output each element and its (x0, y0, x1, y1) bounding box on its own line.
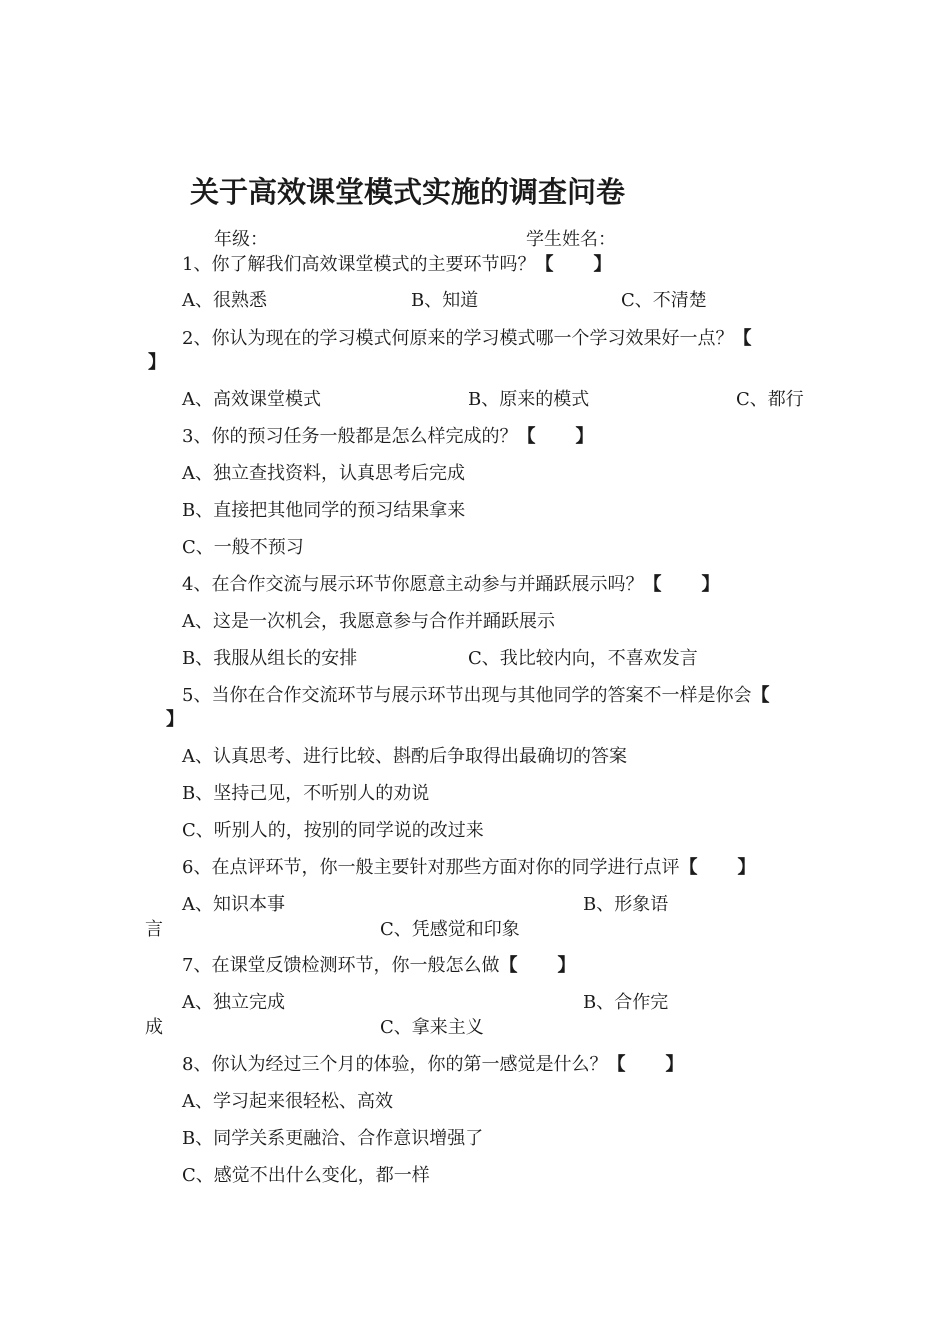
answer-bracket-close: 】 (575, 426, 594, 447)
q2-option-a: A、高效课堂模式 (182, 389, 321, 410)
student-name-label: 学生姓名： (526, 229, 616, 250)
answer-bracket-close: 】 (593, 254, 612, 275)
q7-option-a: A、独立完成 (182, 992, 285, 1013)
question-text: 8、你认为经过三个月的体验，你的第一感觉是什么？ (182, 1054, 608, 1075)
question-1 (182, 253, 611, 277)
grade-label: 年级： (214, 229, 268, 250)
answer-bracket-open: 【 (499, 955, 518, 976)
q4-option-c: C、我比较内向，不喜欢发言 (468, 648, 698, 669)
q6-option-a: A、知识本事 (182, 894, 285, 915)
question-5-bracket-close (166, 708, 184, 732)
question-3 (182, 425, 593, 449)
q8-option-b: B、同学关系更融洽、合作意识增强了 (182, 1128, 484, 1149)
answer-bracket-close: 】 (665, 1054, 684, 1075)
q5-option-b: B、坚持己见，不听别人的劝说 (182, 783, 430, 804)
question-text: 4、在合作交流与展示环节你愿意主动参与并踊跃展示吗？ (182, 574, 644, 595)
answer-bracket-open: 【 (679, 857, 698, 878)
question-6 (182, 856, 755, 880)
question-2-bracket-close (148, 351, 166, 375)
question-5 (182, 684, 769, 708)
question-text: 2、你认为现在的学习模式何原来的学习模式哪一个学习效果好一点？ (182, 328, 734, 349)
q6-option-b-continued: 言 (145, 919, 163, 940)
page-title: 关于高效课堂模式实施的调查问卷 (190, 175, 626, 209)
question-2 (182, 327, 751, 351)
q2-option-c: C、都行 (736, 389, 804, 410)
answer-bracket-close: 】 (737, 857, 756, 878)
q6-option-b: B、形象语 (583, 894, 669, 915)
answer-bracket-close: 】 (701, 574, 720, 595)
q7-option-c: C、拿来主义 (380, 1017, 484, 1038)
answer-bracket-open: 【 (643, 574, 662, 595)
q3-option-a: A、独立查找资料，认真思考后完成 (182, 463, 465, 484)
question-text: 6、在点评环节，你一般主要针对那些方面对你的同学进行点评 (182, 857, 680, 878)
answer-bracket-open: 【 (607, 1054, 626, 1075)
q3-option-c: C、一般不预习 (182, 537, 304, 558)
answer-bracket-close: 】 (148, 352, 166, 373)
q8-option-a: A、学习起来很轻松、高效 (182, 1091, 393, 1112)
answer-bracket-open: 【 (535, 254, 554, 275)
question-4 (182, 573, 719, 597)
answer-bracket-close: 】 (166, 709, 184, 730)
q6-option-c: C、凭感觉和印象 (380, 919, 520, 940)
q8-option-c: C、感觉不出什么变化，都一样 (182, 1165, 430, 1186)
question-text: 5、当你在合作交流环节与展示环节出现与其他同学的答案不一样是你会 (182, 685, 752, 706)
q4-option-a: A、这是一次机会，我愿意参与合作并踊跃展示 (182, 611, 555, 632)
question-text: 7、在课堂反馈检测环节，你一般怎么做 (182, 955, 500, 976)
q3-option-b: B、直接把其他同学的预习结果拿来 (182, 500, 466, 521)
q1-option-b: B、知道 (411, 290, 479, 311)
answer-bracket-open: 【 (751, 685, 770, 706)
answer-bracket-open: 【 (733, 328, 752, 349)
q2-option-b: B、原来的模式 (468, 389, 590, 410)
q1-option-a: A、很熟悉 (182, 290, 267, 311)
question-text: 1、你了解我们高效课堂模式的主要环节吗？ (182, 254, 536, 275)
q1-option-c: C、不清楚 (621, 290, 707, 311)
answer-bracket-close: 】 (557, 955, 576, 976)
q7-option-b-continued: 成 (145, 1017, 163, 1038)
q5-option-a: A、认真思考、进行比较、斟酌后争取得出最确切的答案 (182, 746, 627, 767)
q5-option-c: C、听别人的，按别的同学说的改过来 (182, 820, 484, 841)
answer-bracket-open: 【 (517, 426, 536, 447)
question-7 (182, 954, 575, 978)
question-text: 3、你的预习任务一般都是怎么样完成的？ (182, 426, 518, 447)
q7-option-b: B、合作完 (583, 992, 669, 1013)
question-8 (182, 1053, 683, 1077)
q4-option-b: B、我服从组长的安排 (182, 648, 358, 669)
